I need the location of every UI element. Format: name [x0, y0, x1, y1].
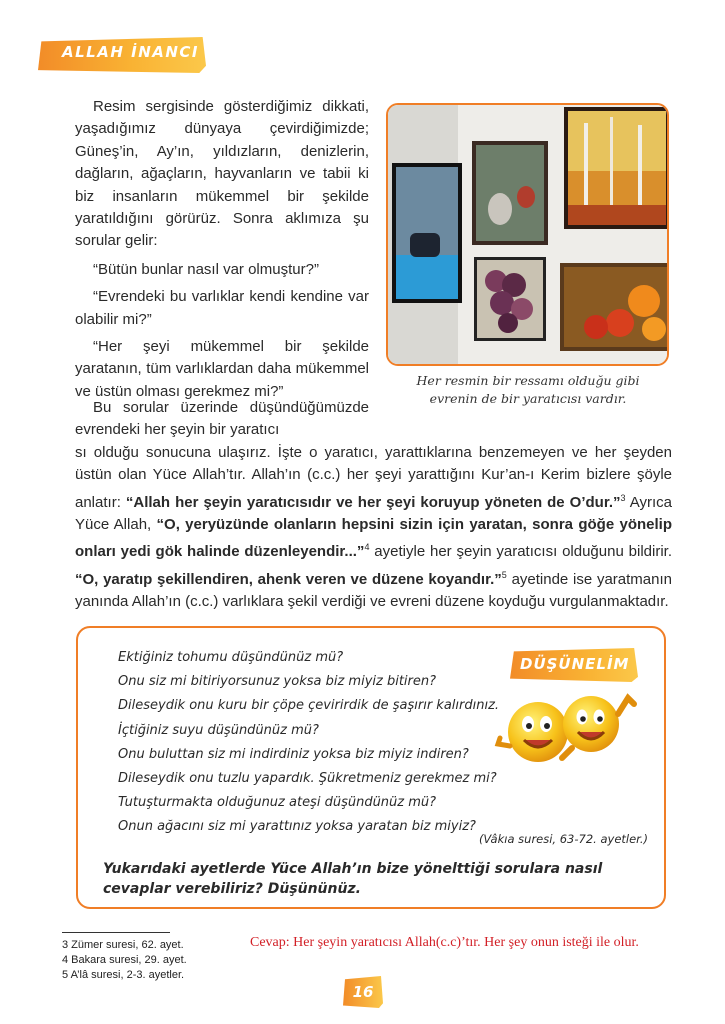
footnote-ref-4: 4 — [364, 542, 370, 553]
continuation-text — [75, 397, 672, 614]
continuation-end: ayetinde ise yaratmanın yanında Allah’ın (c.c.) varlıklara şekil verdiği ve evreni düzene koyduğu vurgulanmaktadır. — [75, 570, 672, 611]
footnote-3: 3 Zümer suresi, 62. ayet. — [62, 939, 184, 951]
handwritten-answer: Cevap: Her şeyin yaratıcısı Allah(c.c)’tır. Her şey onun isteği ile olur. — [250, 935, 639, 950]
footnote-4: 4 Bakara suresi, 29. ayet. — [62, 954, 187, 966]
painting-fruit — [560, 263, 669, 351]
verse-line: Ektiğiniz tohumu düşündünüz mü? — [118, 650, 344, 665]
section-title: ALLAH İNANCI — [62, 43, 199, 61]
verse-line: Tutuşturmakta olduğunuz ateşi düşündünüz mü? — [118, 795, 437, 811]
footnotes — [62, 938, 187, 983]
think-badge-title: DÜŞÜNELİM — [520, 655, 630, 673]
question-2: “Evrendeki bu varlıklar kendi kendine var olabilir mi?” — [75, 288, 369, 328]
intro-text — [75, 96, 369, 408]
intro-paragraph: Resim sergisinde gösterdiğimiz dikkati, yaşadığımız dünyaya çevirdiğimizde; Güneş’in, Ay’ın, yıldızların, denizlerin, dağların, ağaçların, hayvanların ve tabii ki biz insanların mükemmel bir şekilde yaratıldığını görürüz. Sonra aklımıza şu sorular gelir: — [75, 98, 369, 250]
caption-line-1: Her resmin bir ressamı olduğu gibi — [416, 373, 640, 388]
quote-2: “O, yeryüzünde olanların hepsini sizin için yaratan, sonra göğe yönelip onları yedi gök halinde düzenleyendir...” — [75, 516, 672, 561]
footnote-divider — [62, 932, 170, 933]
continuation-start: Bu sorular üzerinde düşündüğümüzde evrendeki her şeyin bir yaratıcı — [75, 399, 369, 439]
think-question: Yukarıdaki ayetlerde Yüce Allah’ın bize yönelttiği sorulara nasıl cevaplar verebiliriz? Düşününüz. — [103, 861, 603, 897]
smiley-faces-icon — [488, 684, 638, 776]
question-3: “Her şeyi mükemmel bir şekilde yaratanın, tüm varlıklardan daha mükemmel ve üstün olması gerekmez mi?” — [75, 338, 369, 400]
gallery-illustration — [388, 105, 669, 366]
continuation-declares: ayetiyle her şeyin yaratıcısı olduğunu bildirir. — [374, 543, 672, 561]
painting-grapes — [474, 257, 546, 341]
quote-3: “O, yaratıp şekillendiren, ahenk veren ve düzene koyandır.” — [75, 570, 502, 588]
continuation-body: sı olduğu sonucuna ulaşırız. İşte o yaratıcı, yarattıklarına benzemeyen ve her şeyden üstün olan Yüce Allah’tır. Allah’ın (c.c.) her şeyi yarattığını Kur’an-ı Kerim bizlere şöyle anlatır: — [75, 443, 672, 511]
painting-forest — [564, 107, 669, 229]
caption-line-2: evrenin de bir yaratıcısı vardır. — [429, 391, 627, 406]
painting-still-life — [392, 163, 462, 303]
gallery-photo — [386, 103, 669, 366]
verse-line: Onu buluttan siz mi indirdiniz yoksa biz miyiz indiren? — [118, 746, 469, 762]
footnote-ref-3: 3 — [620, 492, 626, 503]
painting-vase — [472, 141, 548, 245]
verse-line: Onu siz mi bitiriyorsunuz yoksa biz miyiz bitiren? — [118, 674, 437, 690]
verse-line: Onun ağacını siz mi yarattınız yoksa yaratan biz miyiz? — [118, 819, 476, 835]
footnote-5: 5 A’lâ suresi, 2-3. ayetler. — [62, 969, 185, 981]
verse-line: Dileseydik onu tuzlu yapardık. Şükretmeniz gerekmez mi? — [118, 771, 497, 787]
footnote-ref-5: 5 — [501, 569, 507, 580]
verse-line: İçtiğiniz suyu düşündünüz mü? — [118, 722, 319, 738]
verse-list — [118, 646, 499, 840]
page-number: 16 — [352, 983, 374, 1001]
question-1: “Bütün bunlar nasıl var olmuştur?” — [93, 260, 319, 278]
verse-line: Dileseydik onu kuru bir çöpe çevirirdik de şaşırır kalırdınız. — [118, 698, 500, 714]
quote-1: “Allah her şeyin yaratıcısıdır ve her şeyi koruyup yöneten de O’dur.” — [125, 493, 621, 511]
verse-source: (Vâkıa suresi, 63-72. ayetler.) — [478, 832, 648, 846]
continuation-also: Ayrıca Yüce Allah, — [75, 493, 672, 534]
